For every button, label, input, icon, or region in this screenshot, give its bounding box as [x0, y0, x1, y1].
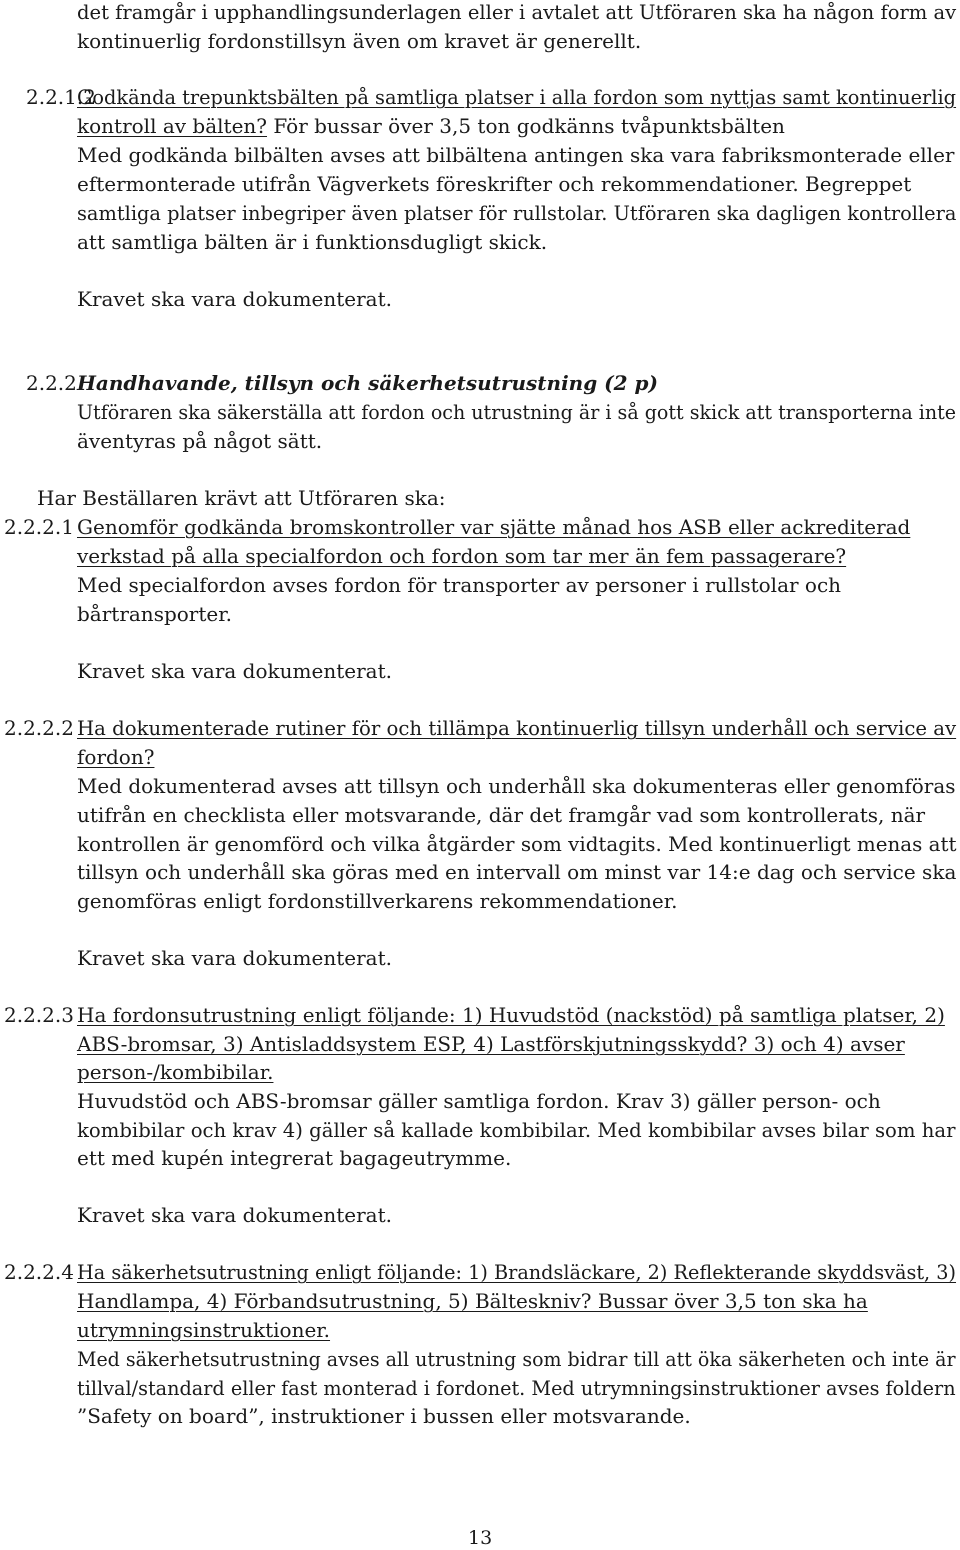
body-line: ett med kupén integrerat bagageutrymme.	[77, 1146, 512, 1170]
requirement-heading: Godkända trepunktsbälten på samtliga platser i alla fordon som nyttjas samt kontinuerlig	[77, 85, 957, 109]
body-line: Med specialfordon avses fordon för transporter av personer i rullstolar och	[77, 573, 842, 597]
section-title: Handhavande, tillsyn och säkerhetsutrustning (2 p)	[77, 371, 658, 395]
body-line: Med godkända bilbälten avses att bilbältena antingen ska vara fabriksmonterade eller	[77, 143, 955, 167]
documented-note: Kravet ska vara dokumenterat.	[77, 287, 392, 311]
requirement-heading: Ha fordonsutrustning enligt följande: 1) Huvudstöd (nackstöd) på samtliga platser, 2)	[77, 1003, 945, 1027]
documented-note: Kravet ska vara dokumenterat.	[77, 946, 392, 970]
body-line: utifrån en checklista eller motsvarande, där det framgår vad som kontrollerats, när	[77, 803, 926, 827]
body-line: Huvudstöd och ABS-bromsar gäller samtliga fordon. Krav 3) gäller person- och	[77, 1089, 881, 1113]
body-line: tillsyn och underhåll ska göras med en intervall om minst var 14:e dag och service ska	[77, 860, 957, 884]
body-line: ”Safety on board”, instruktioner i bussen eller motsvarande.	[77, 1404, 691, 1428]
requirement-heading: utrymningsinstruktioner.	[77, 1318, 331, 1342]
section-number: 2.2.2.1	[4, 515, 74, 539]
body-line: kontrollen är genomförd och vilka åtgärder som vidtagits. Med kontinuerligt menas att	[77, 832, 957, 856]
body-line: eftermonterade utifrån Vägverkets föreskrifter och rekommendationer. Begreppet	[77, 172, 912, 196]
section-number: 2.2.1.2	[26, 85, 96, 109]
body-line: bårtransporter.	[77, 602, 232, 626]
requirement-heading: Handlampa, 4) Förbandsutrustning, 5) Bälteskniv? Bussar över 3,5 ton ska ha	[77, 1289, 868, 1313]
requirement-heading: Ha dokumenterade rutiner för och tillämpa kontinuerlig tillsyn underhåll och service av	[77, 716, 957, 740]
section-number: 2.2.2.3	[4, 1003, 74, 1027]
requirement-heading: ABS-bromsar, 3) Antisladdsystem ESP, 4) Lastförskjutningsskydd? 3) och 4) avser	[77, 1032, 905, 1056]
requirement-note: För bussar över 3,5 ton godkänns tvåpunktsbälten	[267, 114, 785, 138]
requirement-heading: Genomför godkända bromskontroller var sjätte månad hos ASB eller ackrediterad	[77, 515, 911, 539]
body-line: kombibilar och krav 4) gäller så kallade kombibilar. Med kombibilar avses bilar som har	[77, 1118, 956, 1142]
page-number: 13	[468, 1527, 493, 1549]
body-line: genomföras enligt fordonstillverkarens rekommendationer.	[77, 889, 678, 913]
requirement-heading-line	[77, 116, 785, 136]
body-line: Med säkerhetsutrustning avses all utrustning som bidrar till att öka säkerheten och inte är	[77, 1347, 956, 1371]
requirement-heading-part: kontroll av bälten?	[77, 114, 268, 138]
body-line: att samtliga bälten är i funktionsdugligt skick.	[77, 230, 548, 254]
documented-note: Kravet ska vara dokumenterat.	[77, 1203, 392, 1227]
section-number: 2.2.2	[26, 371, 77, 395]
documented-note: Kravet ska vara dokumenterat.	[77, 659, 392, 683]
body-line: Med dokumenterad avses att tillsyn och underhåll ska dokumenteras eller genomföras	[77, 774, 956, 798]
body-line: äventyras på något sätt.	[77, 429, 323, 453]
body-line: samtliga platser inbegriper även platser för rullstolar. Utföraren ska dagligen kontrollera	[77, 201, 957, 225]
paragraph-line: det framgår i upphandlingsunderlagen eller i avtalet att Utföraren ska ha någon form av	[77, 0, 957, 24]
body-line: Utföraren ska säkerställa att fordon och utrustning är i så gott skick att transporterna inte	[77, 400, 957, 424]
section-number: 2.2.2.4	[4, 1260, 74, 1284]
section-number: 2.2.2.2	[4, 716, 74, 740]
intro-line: Har Beställaren krävt att Utföraren ska:	[37, 486, 446, 510]
requirement-heading: verkstad på alla specialfordon och fordon som tar mer än fem passagerare?	[77, 544, 847, 568]
paragraph-line: kontinuerlig fordonstillsyn även om kravet är generellt.	[77, 29, 642, 53]
requirement-heading: Ha säkerhetsutrustning enligt följande: 1) Brandsläckare, 2) Reflekterande skyddsväst, 3)	[77, 1260, 957, 1284]
requirement-heading: person-/kombibilar.	[77, 1060, 274, 1084]
requirement-heading: fordon?	[77, 745, 155, 769]
body-line: tillval/standard eller fast monterad i fordonet. Med utrymningsinstruktioner avses foldern	[77, 1376, 956, 1400]
